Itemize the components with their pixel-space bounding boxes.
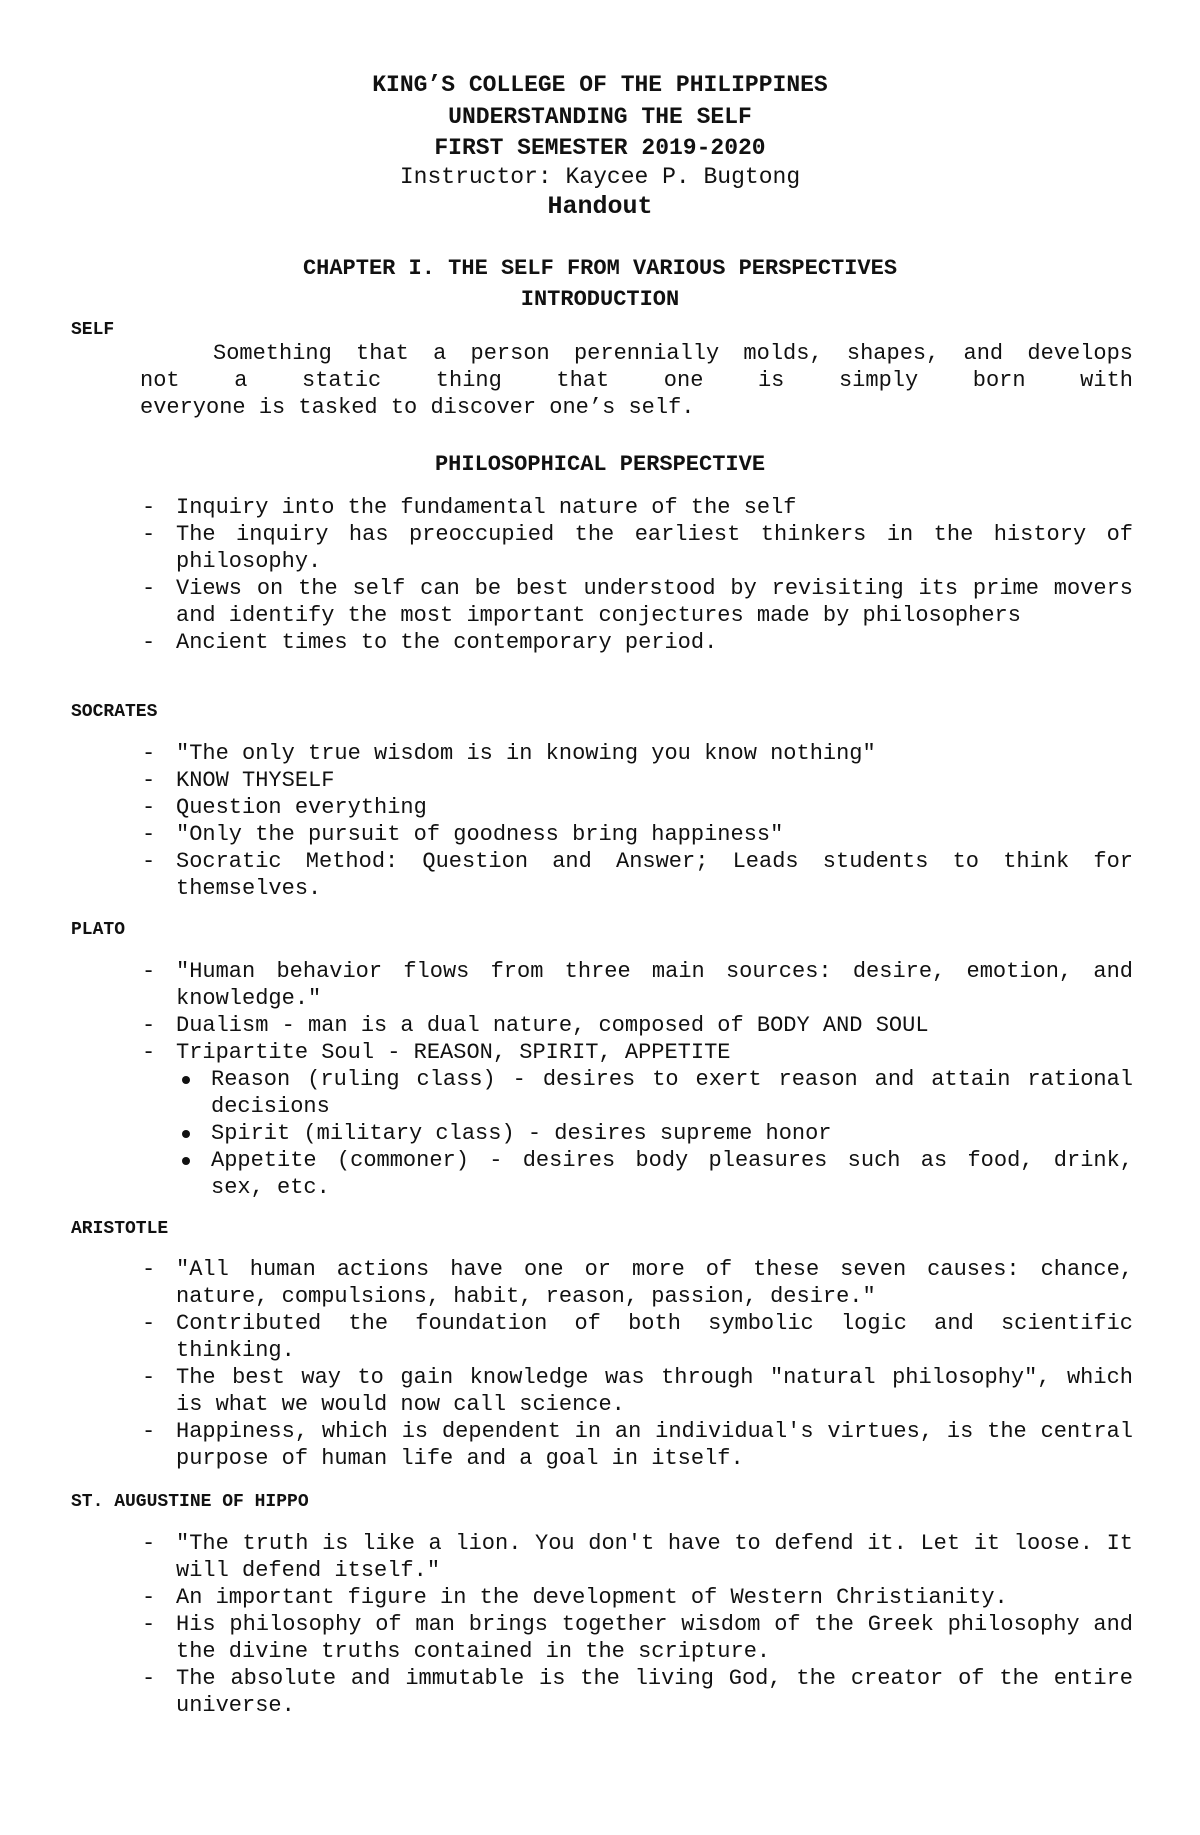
list-item: - His philosophy of man brings together wisdom of the Greek philosophy and the divine truths contained in the scripture. <box>140 1611 1133 1665</box>
aristotle-list <box>140 1256 1133 1472</box>
semester-line: FIRST SEMESTER 2019-2020 <box>434 135 766 161</box>
self-line-3: everyone is tasked to discover one’s self. <box>140 395 695 420</box>
course-title: UNDERSTANDING THE SELF <box>448 104 752 130</box>
list-item-text: Tripartite Soul - REASON, SPIRIT, APPETITE <box>176 1040 731 1065</box>
heading-self: SELF <box>71 320 115 340</box>
list-item: - The best way to gain knowledge was through "natural philosophy", which is what we would now call science. <box>140 1364 1133 1418</box>
list-item: - The absolute and immutable is the living God, the creator of the entire universe. <box>140 1665 1133 1719</box>
augustine-list <box>140 1530 1133 1719</box>
school-name: KING’S COLLEGE OF THE PHILIPPINES <box>372 72 828 98</box>
list-item: - KNOW THYSELF <box>140 767 1133 794</box>
tripartite-soul-list <box>176 1066 1133 1201</box>
list-item: - An important figure in the development of Western Christianity. <box>140 1584 1133 1611</box>
list-item: - The inquiry has preoccupied the earliest thinkers in the history of philosophy. <box>140 521 1133 575</box>
heading-st-augustine: ST. AUGUSTINE OF HIPPO <box>71 1492 309 1512</box>
list-item: - "The only true wisdom is in knowing you know nothing" <box>140 740 1133 767</box>
sub-list-item: Appetite (commoner) - desires body pleasures such as food, drink, sex, etc. <box>176 1147 1133 1201</box>
list-item: - Socratic Method: Question and Answer; Leads students to think for themselves. <box>140 848 1133 902</box>
socrates-list <box>140 740 1133 902</box>
heading-socrates: SOCRATES <box>71 702 158 722</box>
plato-list <box>140 958 1133 1201</box>
sub-list-item: Reason (ruling class) - desires to exert reason and attain rational decisions <box>176 1066 1133 1120</box>
list-item: - "The truth is like a lion. You don't have to defend it. Let it loose. It will defend itself." <box>140 1530 1133 1584</box>
list-item: - "All human actions have one or more of these seven causes: chance, nature, compulsions, habit, reason, passion, desire." <box>140 1256 1133 1310</box>
heading-plato: PLATO <box>71 920 126 940</box>
self-line-2: not a static thing that one is simply born with <box>140 368 1133 393</box>
list-item: - "Human behavior flows from three main sources: desire, emotion, and knowledge." <box>140 958 1133 1012</box>
chapter-subtitle: INTRODUCTION <box>520 287 680 312</box>
document-type: Handout <box>547 192 653 221</box>
list-item <box>140 1039 1133 1201</box>
sub-list-item: Spirit (military class) - desires supreme honor <box>176 1120 1133 1147</box>
philosophical-list <box>140 494 1133 656</box>
chapter-title: CHAPTER I. THE SELF FROM VARIOUS PERSPECTIVES <box>302 256 898 281</box>
heading-philosophical-perspective: PHILOSOPHICAL PERSPECTIVE <box>434 452 766 477</box>
list-item: - Ancient times to the contemporary period. <box>140 629 1133 656</box>
list-item: - "Only the pursuit of goodness bring happiness" <box>140 821 1133 848</box>
self-line-1: Something that a person perennially molds, shapes, and develops <box>213 341 1133 366</box>
list-item: - Inquiry into the fundamental nature of the self <box>140 494 1133 521</box>
list-item: - Contributed the foundation of both symbolic logic and scientific thinking. <box>140 1310 1133 1364</box>
list-item: - Question everything <box>140 794 1133 821</box>
list-item: - Dualism - man is a dual nature, composed of BODY AND SOUL <box>140 1012 1133 1039</box>
heading-aristotle: ARISTOTLE <box>71 1219 169 1239</box>
instructor-line: Instructor: Kaycee P. Bugtong <box>399 164 801 190</box>
list-item: - Views on the self can be best understood by revisiting its prime movers and identify the most important conjectures made by philosophers <box>140 575 1133 629</box>
list-item: - Happiness, which is dependent in an individual's virtues, is the central purpose of human life and a goal in itself. <box>140 1418 1133 1472</box>
